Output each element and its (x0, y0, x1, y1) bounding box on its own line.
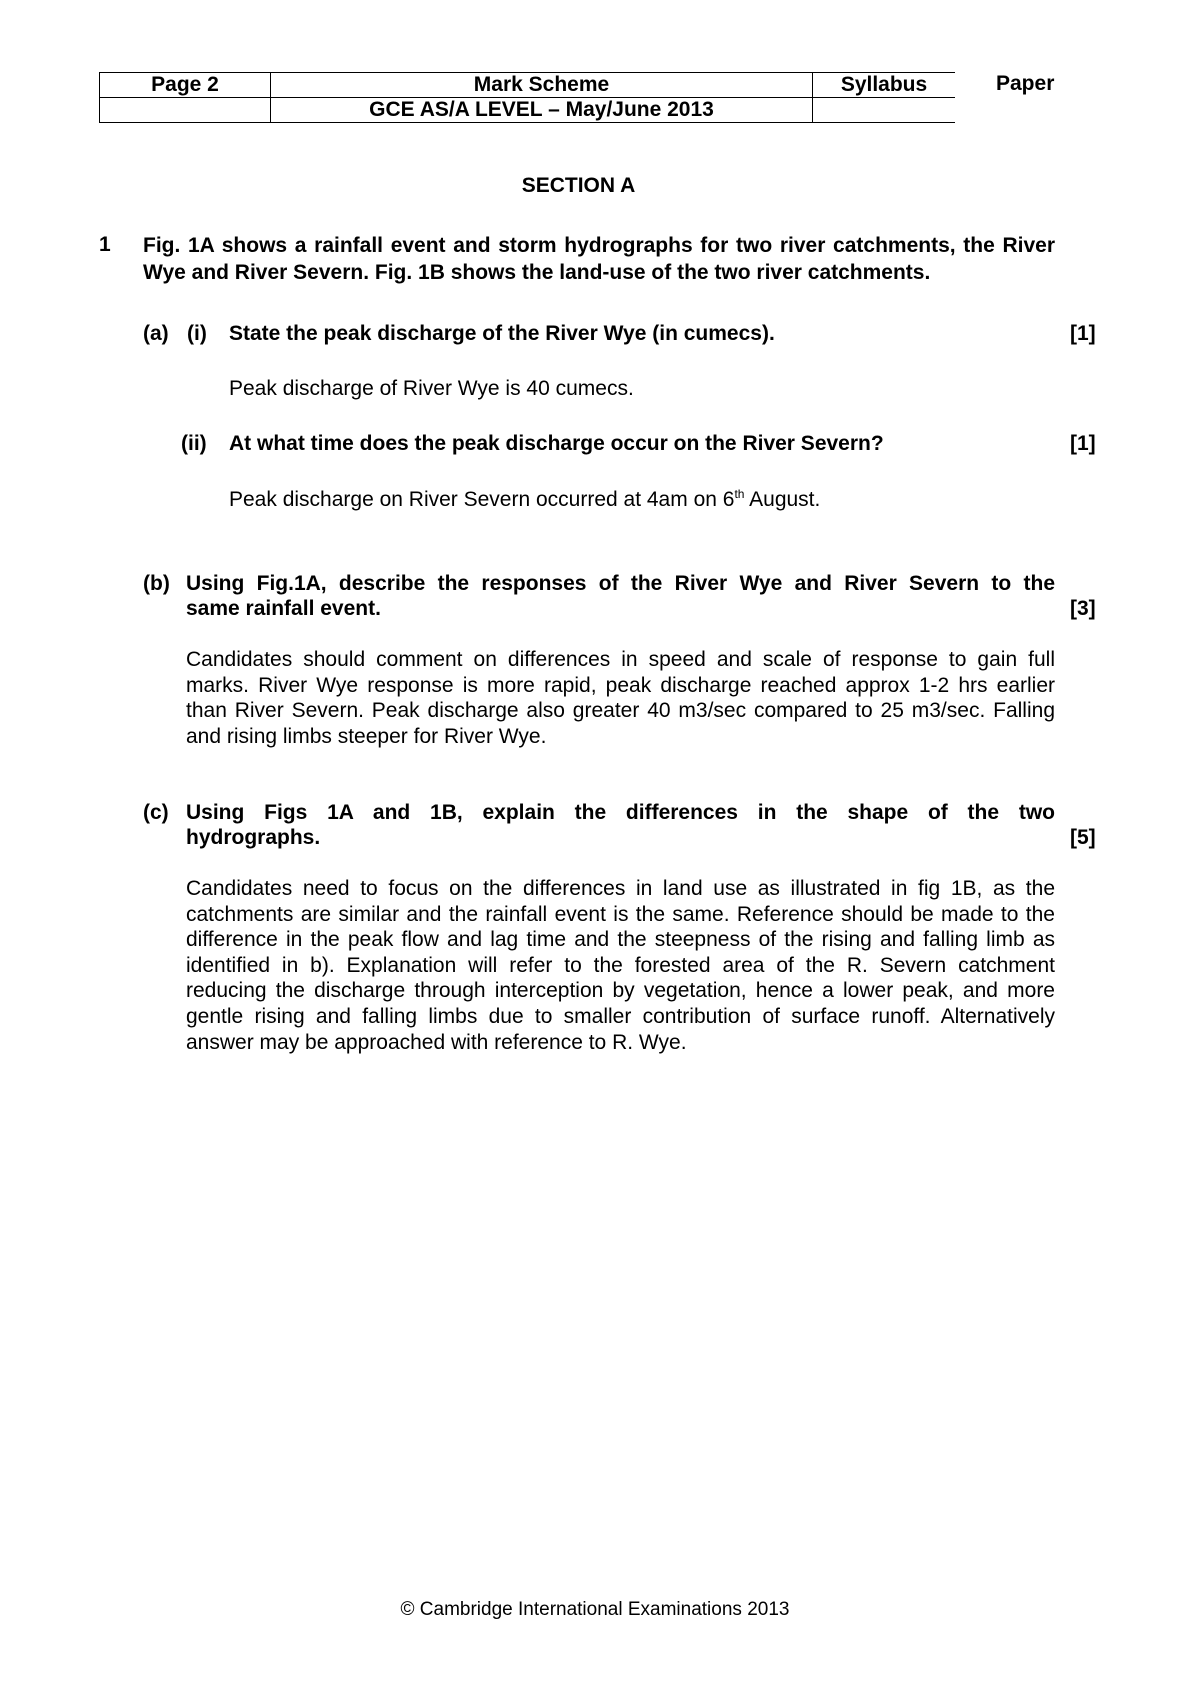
answer-text-pre: Peak discharge on River Severn occurred at 4am on 6 (229, 488, 735, 511)
part-a-i-answer: Peak discharge of River Wye is 40 cumecs. (229, 377, 634, 400)
question-number: 1 (99, 233, 111, 256)
part-b-question-line1: Using Fig.1A, describe the responses of the River Wye and River Severn to the (186, 572, 1055, 595)
part-b-answer: Candidates should comment on differences in speed and scale of response to gain full marks. River Wye response is more rapid, peak discharge reached approx 1-2 hrs earlier than River Severn. Peak discharge also greater 40 m3/sec compared to 25 m3/sec. Falling and rising limbs steeper for River Wye. (186, 648, 1055, 748)
empty-cell (100, 98, 271, 123)
part-a-label: (a) (143, 322, 169, 345)
part-c-question-line1: Using Figs 1A and 1B, explain the differences in the shape of the two (186, 801, 1055, 824)
question-intro: Fig. 1A shows a rainfall event and storm hydrographs for two river catchments, the River Wye and River Severn. Fig. 1B shows the land-use of the two river catchments. (143, 234, 1055, 284)
syllabus-label: Syllabus (813, 73, 956, 98)
part-a-i-question: State the peak discharge of the River Wye (in cumecs). (229, 322, 775, 345)
paper-label: Paper (996, 72, 1055, 95)
copyright-footer: © Cambridge International Examinations 2013 (400, 1599, 790, 1620)
page-label: Page 2 (100, 73, 271, 98)
part-a-i-marks: [1] (1070, 322, 1096, 345)
part-c-question-line2: hydrographs. (186, 826, 321, 849)
answer-text-post: August. (744, 488, 821, 511)
part-b-marks: [3] (1070, 597, 1096, 620)
part-a-ii-answer (229, 487, 820, 513)
part-a-ii-marks: [1] (1070, 432, 1096, 455)
mark-scheme-label: Mark Scheme (271, 73, 813, 98)
part-b-question-line2: same rainfall event. (186, 597, 381, 620)
section-title: SECTION A (521, 174, 636, 197)
part-c-label: (c) (143, 801, 169, 824)
part-b-label: (b) (143, 572, 170, 595)
header-table (99, 72, 955, 123)
part-a-i-label: (i) (187, 322, 207, 345)
part-c-marks: [5] (1070, 826, 1096, 849)
part-a-ii-label: (ii) (181, 432, 207, 455)
empty-cell (813, 98, 956, 123)
part-c-answer: Candidates need to focus on the differences in land use as illustrated in fig 1B, as the catchments are similar and the rainfall event is the same. Reference should be made to the difference in the peak flow and lag time and the steepness of the rising and falling limb as identified in b). Explanation will refer to the forested area of the R. Severn catchment reducing the discharge through interception by vegetation, hence a lower peak, and more gentle rising and falling limbs due to smaller contribution of surface runoff. Alternatively answer may be approached with reference to R. Wye. (186, 877, 1055, 1054)
ordinal-suffix: th (734, 487, 745, 501)
exam-title: GCE AS/A LEVEL – May/June 2013 (271, 98, 813, 123)
part-a-ii-question: At what time does the peak discharge occur on the River Severn? (229, 432, 884, 455)
